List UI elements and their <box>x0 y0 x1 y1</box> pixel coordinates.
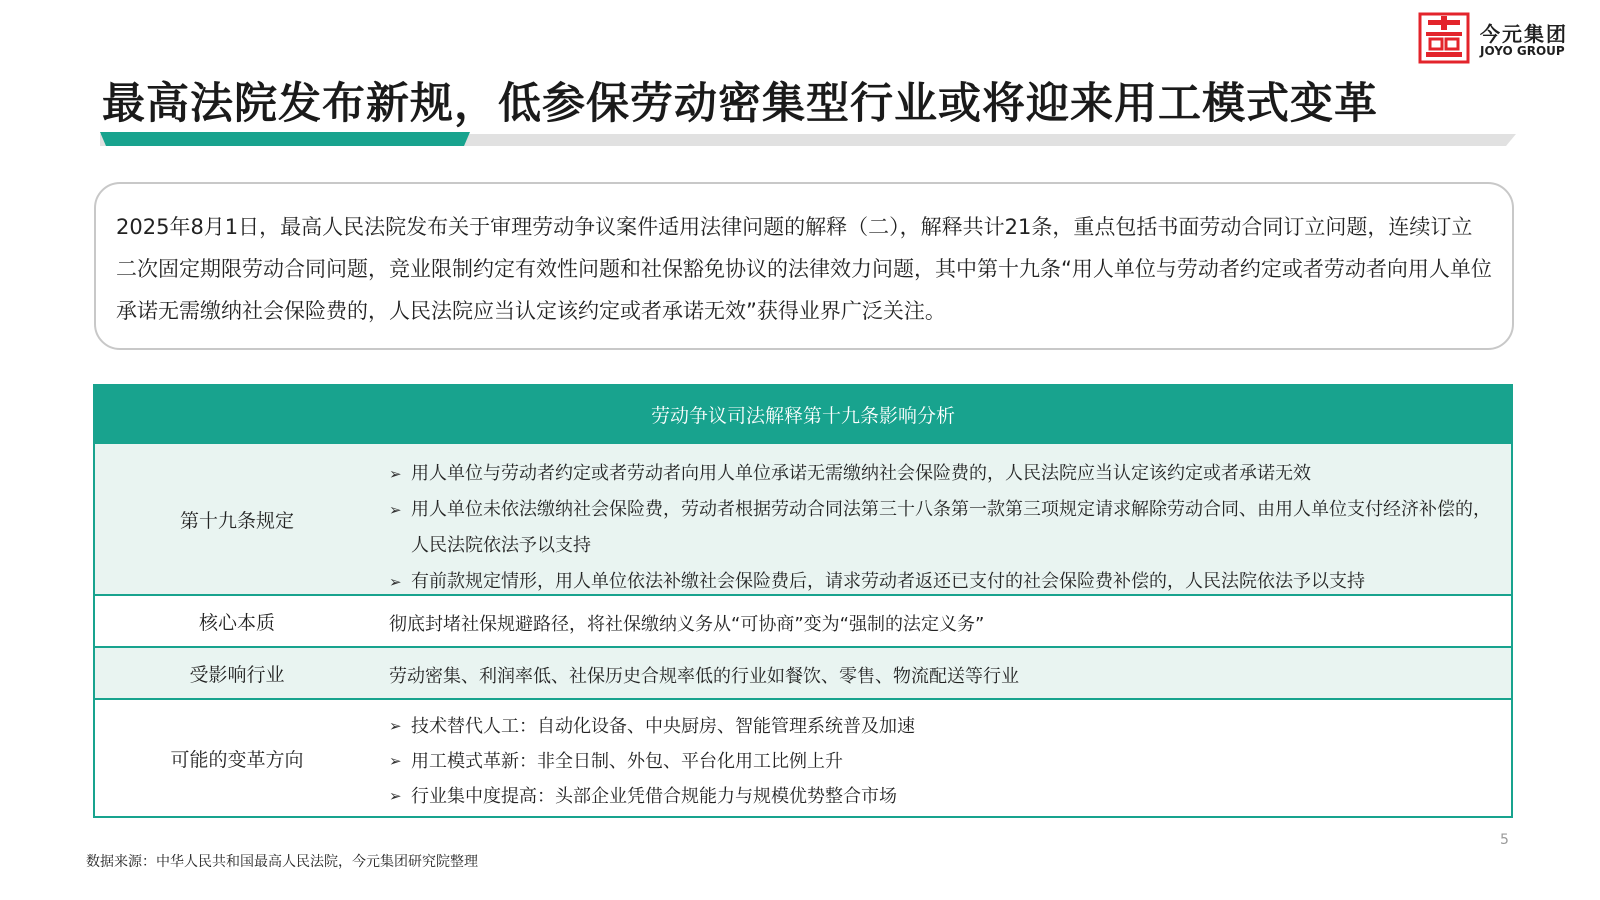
company-logo <box>1418 12 1578 70</box>
bullet-item <box>389 709 1497 744</box>
bullet-text: 用工模式革新：非全日制、外包、平台化用工比例上升 <box>411 751 843 772</box>
table-row-change-directions <box>95 698 1511 816</box>
source-note: 数据来源：中华人民共和国最高人民法院，今元集团研究院整理 <box>86 854 478 870</box>
arrow-bullet-icon: ➢ <box>389 465 402 483</box>
row-content <box>379 700 1511 816</box>
bullet-text: 用人单位未依法缴纳社会保险费，劳动者根据劳动合同法第三十八条第一款第三项规定请求解除劳动合同、由用人单位支付经济补偿的，人民法院依法予以支持 <box>411 499 1491 556</box>
bullet-item <box>389 744 1497 779</box>
logo-name-en: JOYO GROUP <box>1480 44 1565 58</box>
row-label: 受影响行业 <box>189 663 285 686</box>
table-row-article-19 <box>95 442 1511 594</box>
bullet-item <box>389 492 1497 564</box>
summary-box <box>94 182 1514 350</box>
summary-text: 2025年8月1日，最高人民法院发布关于审理劳动争议案件适用法律问题的解释（二），解释共计21条，重点包括书面劳动合同订立问题，连续订立二次固定期限劳动合同问题，竞业限制约定有效性问题和社保豁免协议的法律效力问题，其中第十九条“用人单位与劳动者约定或者劳动者向用人单位承诺无需缴纳社会保险费的，人民法院应当认定该约定或者承诺无效”获得业界广泛关注。 <box>116 215 1492 323</box>
arrow-bullet-icon: ➢ <box>389 717 402 735</box>
bullet-text: 技术替代人工：自动化设备、中央厨房、智能管理系统普及加速 <box>411 716 915 737</box>
bullet-item <box>389 564 1497 600</box>
row-label: 可能的变革方向 <box>170 748 304 771</box>
row-label: 核心本质 <box>198 611 275 634</box>
logo-name-cn: 今元集团 <box>1480 22 1568 46</box>
row-label: 第十九条规定 <box>179 509 294 532</box>
bullet-text: 有前款规定情形，用人单位依法补缴社会保险费后，请求劳动者返还已支付的社会保险费补偿的，人民法院依法予以支持 <box>411 571 1365 592</box>
arrow-bullet-icon: ➢ <box>389 501 402 519</box>
arrow-bullet-icon: ➢ <box>389 573 402 591</box>
row-text: 彻底封堵社保规避路径，将社保缴纳义务从“可协商”变为“强制的法定义务” <box>389 614 985 635</box>
table-row-core-essence <box>95 594 1511 646</box>
bullet-text: 行业集中度提高：头部企业凭借合规能力与规模优势整合市场 <box>411 786 897 807</box>
table-header: 劳动争议司法解释第十九条影响分析 <box>95 386 1511 442</box>
arrow-bullet-icon: ➢ <box>389 752 402 770</box>
logo-mark-icon <box>1418 12 1470 64</box>
page-title: 最高法院发布新规，低参保劳动密集型行业或将迎来用工模式变革 <box>102 79 1378 129</box>
bullet-item <box>389 779 1497 814</box>
row-content <box>379 596 1511 646</box>
table-row-affected-industries <box>95 646 1511 698</box>
analysis-table <box>93 384 1513 818</box>
bullet-item <box>389 456 1497 492</box>
row-text: 劳动密集、利润率低、社保历史合规率低的行业如餐饮、零售、物流配送等行业 <box>389 666 1019 687</box>
row-content <box>379 444 1511 594</box>
page-number: 5 <box>1500 832 1509 848</box>
row-content <box>379 648 1511 698</box>
arrow-bullet-icon: ➢ <box>389 787 402 805</box>
bullet-text: 用人单位与劳动者约定或者劳动者向用人单位承诺无需缴纳社会保险费的，人民法院应当认定该约定或者承诺无效 <box>411 463 1311 484</box>
title-underline <box>100 132 1516 146</box>
